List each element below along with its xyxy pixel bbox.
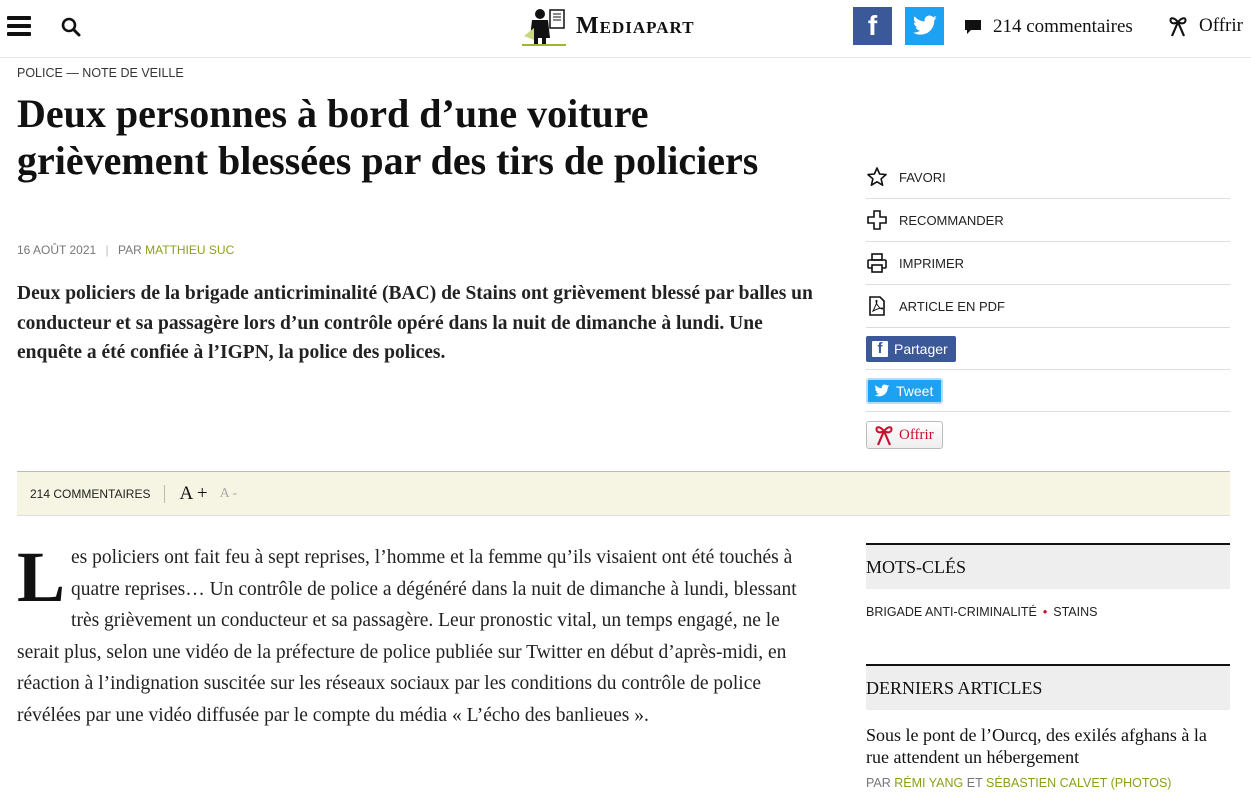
- offrir-button-label: Offrir: [899, 426, 934, 443]
- latest-by-prefix: PAR: [866, 776, 891, 790]
- twitter-share-row: [866, 370, 1230, 412]
- search-icon[interactable]: [60, 16, 82, 38]
- article-actions: [866, 156, 1230, 458]
- latest-articles-block: [866, 664, 1230, 790]
- favori-button[interactable]: [866, 156, 1230, 199]
- star-icon: [866, 166, 888, 188]
- facebook-share-row: [866, 328, 1230, 370]
- twitter-share-button[interactable]: [905, 7, 944, 45]
- facebook-share-button[interactable]: [853, 7, 892, 45]
- keyword-separator: •: [1042, 605, 1048, 619]
- facebook-partager-button[interactable]: [866, 336, 956, 362]
- keyword-stains[interactable]: STAINS: [1053, 605, 1098, 619]
- pdf-label: ARTICLE EN PDF: [899, 298, 1005, 314]
- article-kicker[interactable]: POLICE — NOTE DE VEILLE: [17, 66, 184, 80]
- keywords-list: [866, 605, 1230, 619]
- latest-author-2-link[interactable]: SÉBASTIEN CALVET (PHOTOS): [985, 776, 1172, 790]
- offrir-label: Offrir: [1199, 15, 1243, 36]
- tweet-button[interactable]: [866, 378, 943, 404]
- imprimer-button[interactable]: [866, 242, 1230, 285]
- favori-label: FAVORI: [899, 169, 946, 185]
- partager-label: Partager: [894, 340, 948, 357]
- latest-article-byline: [866, 776, 1230, 790]
- printer-icon: [866, 252, 888, 274]
- article-byline: [17, 243, 234, 257]
- latest-and: ET: [966, 776, 983, 790]
- tweet-label: Tweet: [896, 382, 934, 399]
- keyword-bac[interactable]: BRIGADE ANTI-CRIMINALITÉ: [866, 605, 1037, 619]
- author-link[interactable]: MATTHIEU SUC: [145, 243, 235, 257]
- byline-prefix: PAR: [117, 243, 142, 257]
- latest-heading: [866, 664, 1230, 710]
- article-date: 16 AOÛT 2021: [17, 243, 97, 257]
- keywords-heading-text: MOTS-CLÉS: [866, 556, 967, 577]
- top-bar: [0, 0, 1251, 58]
- offrir-button[interactable]: [866, 421, 943, 449]
- latest-author-1-link[interactable]: RÉMI YANG: [894, 776, 964, 790]
- town-crier-logo-icon: [520, 6, 568, 46]
- article-body-text: es policiers ont fait feu à sept reprises, l’homme et la femme qu’ils visaient ont été touchés à quatre reprises… Un contrôle de police a dégénéré dans la nuit de dimanche à lundi, blessant très grièvement un conducteur et sa passagère. Leur pronostic vital, un temps engagé, ne le serait plus, selon une vidéo de la préfecture de police publiée sur Twitter en début d’après-midi, en réaction à l’indignation suscitée sur les réseaux sociaux par les conditions du contrôle de police révélées par une vidéo diffusée par le compte du média « L’écho des banlieues ».: [17, 547, 797, 726]
- article-body: [17, 537, 817, 731]
- comments-link[interactable]: [963, 16, 1133, 38]
- keywords-heading: [866, 543, 1230, 589]
- article-toolbar: [17, 471, 1230, 516]
- menu-icon[interactable]: [7, 16, 31, 38]
- toolbar-divider: [164, 485, 165, 503]
- facebook-icon: f: [867, 10, 878, 41]
- drop-cap: L: [17, 537, 66, 617]
- keywords-block: [866, 543, 1230, 619]
- recommander-label: RECOMMANDER: [899, 212, 1004, 228]
- recommander-button[interactable]: [866, 199, 1230, 242]
- comment-bubble-icon: [963, 18, 983, 36]
- font-increase-button[interactable]: A +: [179, 482, 208, 504]
- twitter-bird-icon: [874, 384, 890, 398]
- mediapart-logo[interactable]: [520, 6, 695, 46]
- pdf-icon: [866, 295, 888, 317]
- facebook-icon: f: [872, 341, 888, 357]
- font-decrease-button[interactable]: A -: [219, 485, 238, 501]
- byline-separator: |: [105, 243, 109, 257]
- pdf-button[interactable]: [866, 285, 1230, 328]
- plus-icon: [866, 209, 888, 231]
- comments-count-link[interactable]: 214 COMMENTAIRES: [30, 486, 151, 501]
- offrir-header-link[interactable]: [1167, 14, 1243, 38]
- latest-heading-text: DERNIERS ARTICLES: [866, 677, 1043, 698]
- article-title: Deux personnes à bord d’une voiture grièvement blessées par des tirs de policiers: [17, 91, 759, 183]
- comments-count-label: 214 commentaires: [993, 16, 1133, 37]
- gift-ribbon-icon: [1167, 14, 1189, 38]
- gift-ribbon-icon: [873, 423, 895, 447]
- imprimer-label: IMPRIMER: [899, 255, 964, 271]
- twitter-bird-icon: [912, 15, 938, 37]
- article-lead: Deux policiers de la brigade anticriminalité (BAC) de Stains ont grièvement blessé par balles un conducteur et sa passagère lors d’un contrôle opéré dans la nuit de dimanche à lundi. Une enquête a été confiée à l’IGPN, la police des polices.: [17, 283, 813, 363]
- offrir-row: [866, 412, 1230, 458]
- logo-wordmark: Mediapart: [576, 12, 695, 39]
- latest-article-link[interactable]: Sous le pont de l’Ourcq, des exilés afghans à la rue attendent un hébergement: [866, 725, 1207, 767]
